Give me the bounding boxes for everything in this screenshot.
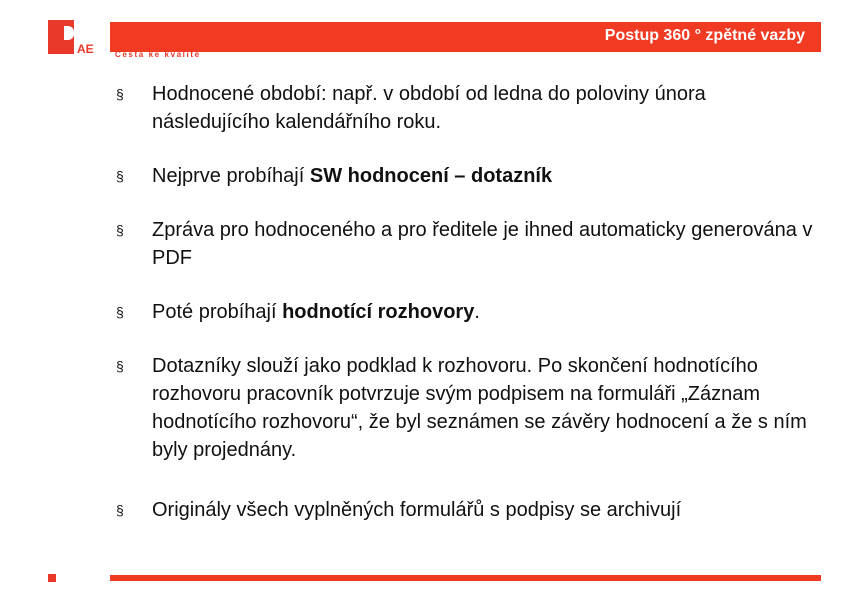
logo-notch: [64, 26, 74, 40]
bullet-marker-icon: §: [116, 502, 124, 518]
bullet-text: Dotazníky slouží jako podklad k rozhovoru. Po skončení hodnotícího rozhovoru pracovník potvrzuje svým podpisem na formuláři „Záznam hodnotícího rozhovoru“, že byl seznámen se závěry hodnocení a že s ním byly projednány.: [152, 355, 807, 461]
bullet-item: [116, 352, 816, 464]
bullet-text: Hodnocené období: např. v období od ledna do poloviny února následujícího kalendářního roku.: [152, 83, 706, 133]
tagline: Cesta ke kvalitě: [115, 50, 201, 59]
bullet-item: [116, 162, 816, 190]
bullet-text: Originály všech vyplněných formulářů s podpisy se archivují: [152, 499, 682, 521]
bullet-item: [116, 298, 816, 326]
bullet-marker-icon: §: [116, 358, 124, 374]
bullet-emphasis: SW hodnocení – dotazník: [309, 165, 553, 187]
slide-title: Postup 360 ° zpětné vazby: [604, 27, 805, 44]
bullet-text: Poté probíhají: [152, 301, 283, 323]
bullet-marker-icon: §: [116, 86, 124, 102]
bullet-item: [116, 80, 816, 136]
bullet-item: [116, 496, 816, 524]
logo-text: AE: [77, 42, 94, 56]
company-logo: [44, 18, 108, 62]
bullet-marker-icon: §: [116, 222, 124, 238]
bullet-marker-icon: §: [116, 168, 124, 184]
bullet-list: [116, 80, 816, 524]
bullet-text: Zpráva pro hodnoceného a pro ředitele je ihned automaticky generována v PDF: [152, 219, 813, 269]
footer-bar: [110, 575, 821, 581]
bullet-emphasis: hodnotící rozhovory: [282, 301, 475, 323]
bullet-text-tail: .: [474, 301, 480, 323]
bullet-text: Nejprve probíhají: [152, 165, 310, 187]
bullet-marker-icon: §: [116, 304, 124, 320]
header-bar: [110, 22, 821, 52]
footer-square: [48, 574, 56, 582]
bullet-item: [116, 216, 816, 272]
